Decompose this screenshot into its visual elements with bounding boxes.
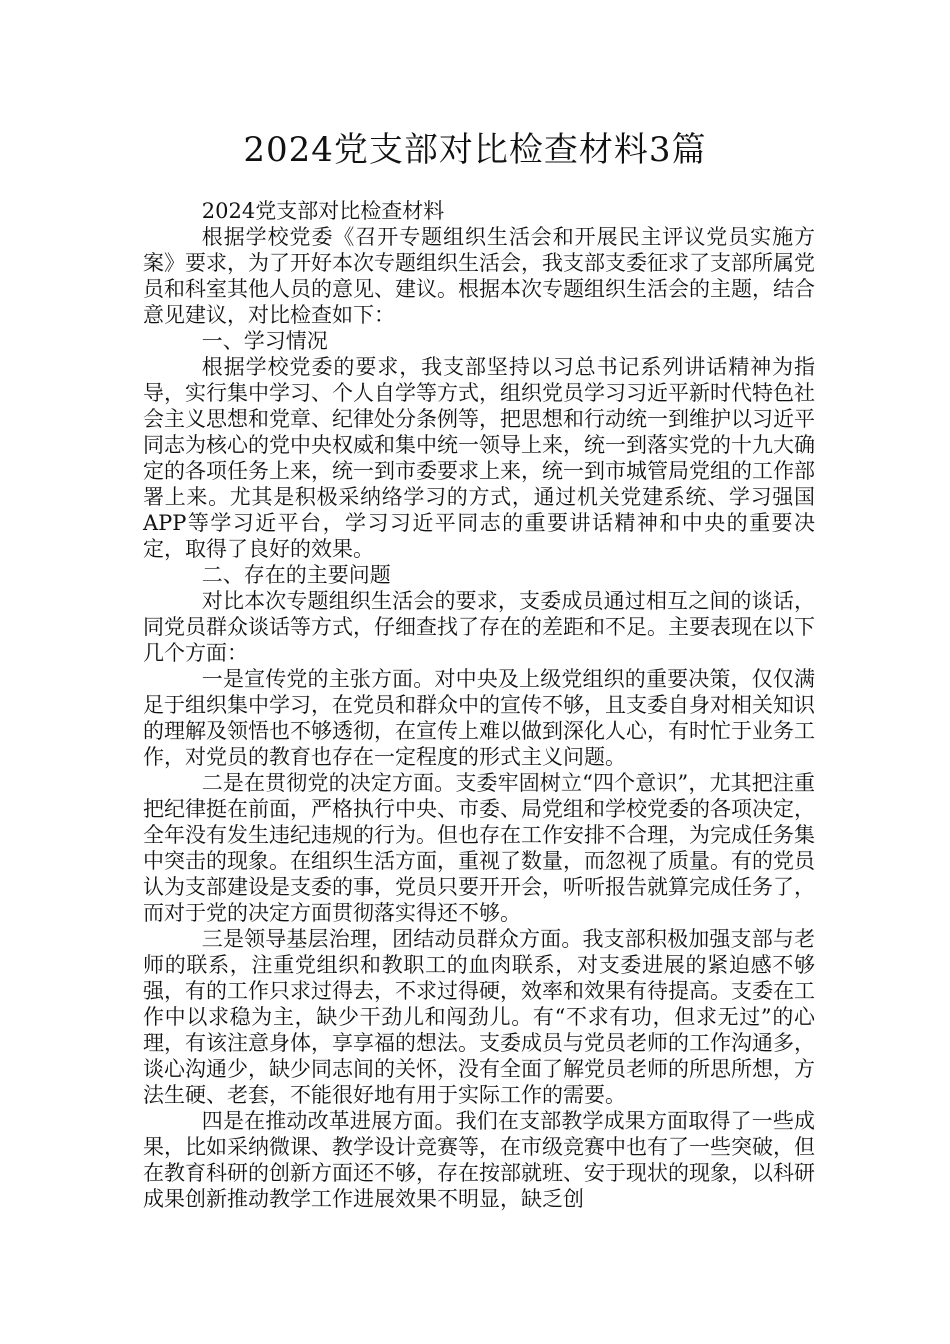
- document-title: 2024党支部对比检查材料3篇: [243, 130, 707, 170]
- intro-paragraph: 根据学校党委《召开专题组织生活会和开展民主评议党员实施方案》要求，为了开好本次专题组织生活会，我支部支委征求了支部所属党员和科室其他人员的意见、建议。根据本次专题组织生活会的主题，结合意见建议，对比检查如下：: [143, 225, 815, 327]
- problems-intro-paragraph: 对比本次专题组织生活会的要求，支委成员通过相互之间的谈话，同党员群众谈话等方式，仔细查找了存在的差距和不足。主要表现在以下几个方面：: [143, 589, 815, 665]
- problem-3-paragraph: 三是领导基层治理，团结动员群众方面。我支部积极加强支部与老师的联系，注重党组织和教职工的血肉联系，对支委进展的紧迫感不够强，有的工作只求过得去，不求过得硬，效率和效果有待提高。支委在工作中以求稳为主，缺少干劲儿和闯劲儿。有“不求有功，但求无过”的心理，有该注意身体，享享福的想法。支委成员与党员老师的工作沟通多，谈心沟通少，缺少同志间的关怀，没有全面了解党员老师的所思所想，方法生硬、老套，不能很好地有用于实际工作的需要。: [143, 927, 815, 1107]
- document-body: [143, 198, 815, 1212]
- section-heading-problems: 二、存在的主要问题: [201, 563, 391, 587]
- problem-2-paragraph: 二是在贯彻党的决定方面。支委牢固树立“四个意识”，尤其把注重把纪律挺在前面，严格执行中央、市委、局党组和学校党委的各项决定，全年没有发生违纪违规的行为。但也存在工作安排不合理，为完成任务集中突击的现象。在组织生活方面，重视了数量，而忽视了质量。有的党员认为支部建设是支委的事，党员只要开开会，听听报告就算完成任务了，而对于党的决定方面贯彻落实得还不够。: [143, 771, 815, 925]
- section-heading-study: 一、学习情况: [201, 329, 328, 353]
- problem-1-paragraph: 一是宣传党的主张方面。对中央及上级党组织的重要决策，仅仅满足于组织集中学习，在党员和群众中的宣传不够，且支委自身对相关知识的理解及领悟也不够透彻，在宣传上难以做到深化人心，有时忙于业务工作，对党员的教育也存在一定程度的形式主义问题。: [143, 667, 815, 769]
- study-paragraph: 根据学校党委的要求，我支部坚持以习总书记系列讲话精神为指导，实行集中学习、个人自学等方式，组织党员学习习近平新时代特色社会主义思想和党章、纪律处分条例等，把思想和行动统一到维护以习近平同志为核心的党中央权威和集中统一领导上来，统一到落实党的十九大确定的各项任务上来，统一到市委要求上来，统一到市城管局党组的工作部署上来。尤其是积极采纳络学习的方式，通过机关党建系统、学习强国APP等学习近平台，学习习近平同志的重要讲话精神和中央的重要决定，取得了良好的效果。: [143, 355, 815, 561]
- subtitle-paragraph: 2024党支部对比检查材料: [201, 199, 445, 223]
- problem-4-paragraph: 四是在推动改革进展方面。我们在支部教学成果方面取得了一些成果，比如采纳微课、教学设计竞赛等，在市级竞赛中也有了一些突破，但在教育科研的创新方面还不够，存在按部就班、安于现状的现象，以科研成果创新推动教学工作进展效果不明显，缺乏创: [143, 1109, 815, 1211]
